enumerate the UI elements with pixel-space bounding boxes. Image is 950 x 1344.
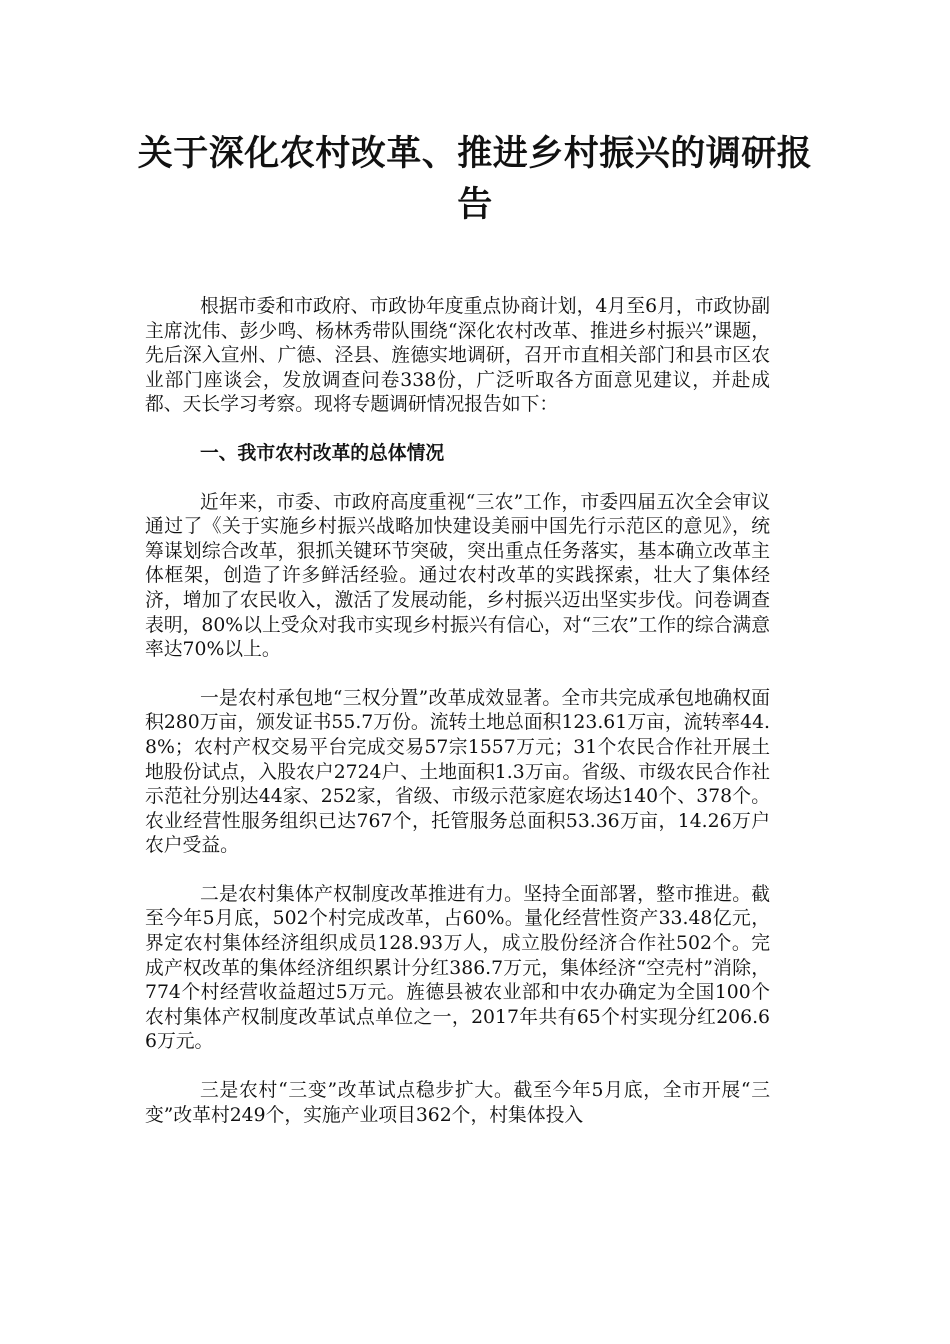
intro-paragraph: 根据市委和市政府、市政协年度重点协商计划，4月至6月，市政协副主席沈伟、彭少鸣、杨林秀带队围绕“深化农村改革、推进乡村振兴”课题，先后深入宣州、广德、泾县、旌德实地调研，召开市直相关部门和县市区农业部门座谈会，发放调查问卷338份，广泛听取各方面意见建议，并赴成都、天长学习考察。现将专题调研情况报告如下：: [145, 296, 770, 416]
collective-property-paragraph: 二是农村集体产权制度改革推进有力。坚持全面部署，整市推进。截至今年5月底，502个村完成改革，占60%。量化经营性资产33.48亿元，界定农村集体经济组织成员128.93万人，成立股份经济合作社502个。完成产权改革的集体经济组织累计分红386.7万元，集体经济“空壳村”消除，774个村经营收益超过5万元。旌德县被农业部和中农办确定为全国100个农村集体产权制度改革试点单位之一，2017年共有65个村实现分红206.66万元。: [145, 883, 770, 1053]
three-changes-paragraph: 三是农村“三变”改革试点稳步扩大。截至今年5月底，全市开展“三变”改革村249个，实施产业项目362个，村集体投入: [145, 1080, 770, 1126]
land-reform-paragraph: 一是农村承包地“三权分置”改革成效显著。全市共完成承包地确权面积280万亩，颁发证书55.7万份。流转土地总面积123.61万亩，流转率44.8%；农村产权交易平台完成交易57宗1557万元；31个农民合作社开展土地股份试点，入股农户2724户、土地面积1.3万亩。省级、市级农民合作社示范社分别达44家、252家，省级、市级示范家庭农场达140个、378个。农业经营性服务组织已达767个，托管服务总面积53.36万亩，14.26万户农户受益。: [145, 687, 770, 857]
overview-paragraph: 近年来，市委、市政府高度重视“三农”工作，市委四届五次全会审议通过了《关于实施乡村振兴战略加快建设美丽中国先行示范区的意见》，统筹谋划综合改革，狠抓关键环节突破，突出重点任务落实，基本确立改革主体框架，创造了许多鲜活经验。通过农村改革的实践探索，壮大了集体经济，增加了农民收入，激活了发展动能，乡村振兴迈出坚实步伐。问卷调查表明，80%以上受众对我市实现乡村振兴有信心，对“三农”工作的综合满意率达70%以上。: [145, 491, 770, 661]
section-heading: 一、我市农村改革的总体情况: [200, 442, 445, 464]
document-body: [145, 295, 770, 1152]
document-title: 关于深化农村改革、推进乡村振兴的调研报告: [137, 133, 813, 225]
